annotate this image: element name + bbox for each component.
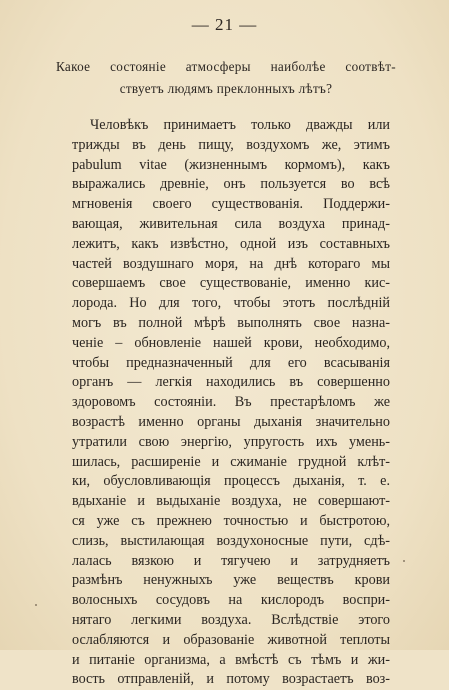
text-line: лежитъ, какъ извѣстно, одной изъ составныхъ <box>72 235 390 252</box>
text-line: мгновенiя своего существованiя. Поддержи- <box>72 196 390 213</box>
page-number: — 21 — <box>191 15 258 34</box>
text-line: вающая, живительная сила воздуха принад- <box>72 215 390 232</box>
text-line: ослабляются и образованiе животной теплоты <box>72 631 390 648</box>
text-line: трижды въ день пищу, воздухомъ же, этимъ <box>72 136 390 153</box>
text-line: pabulum vitae (жизненнымъ кормомъ), какъ <box>72 156 390 173</box>
text-line: слизь, выстилающая воздухоносные пути, сдѣ- <box>72 532 390 549</box>
text-line: волосныхъ сосудовъ на кислородъ воспри- <box>72 592 390 609</box>
heading-line: ствуетъ людямъ преклонныхъ лѣтъ? <box>119 81 333 96</box>
text-line: возрастѣ именно органы дыханiя значительно <box>72 413 390 430</box>
text-line: здоровомъ состоянiи. Въ престарѣломъ же <box>72 394 390 411</box>
text-line: частей воздушнаго моря, на днѣ котораго мы <box>72 255 390 272</box>
text-line: утратили свою энергiю, упругость ихъ умень- <box>72 433 390 450</box>
text-line: вдыханiе и выдыханiе воздуха, не совершают- <box>72 493 390 510</box>
text-line: органъ — легкiя находились въ совершенно <box>72 374 390 391</box>
text-line: Человѣкъ принимаетъ только дважды или <box>90 117 390 133</box>
body-paragraph <box>72 116 390 690</box>
text-line: выражались древнiе, онъ пользуется во всѣ <box>72 176 390 193</box>
text-line: вость отправленiй, и потому возрастаетъ воз- <box>72 671 390 688</box>
text-line: совершаемъ свое существованiе, именно кис- <box>72 275 390 292</box>
paper-speck <box>35 604 37 606</box>
text-line: и питанiе организма, а вмѣстѣ съ тѣмъ и жи- <box>72 651 390 668</box>
text-line: могъ въ полной мѣрѣ выполнять свое назна- <box>72 314 390 331</box>
text-line: размѣнъ ненужныхъ уже веществъ крови <box>72 572 390 589</box>
text-line: ся уже съ прежнею точностью и быстротою, <box>72 512 390 529</box>
text-line: шилась, расширенiе и сжиманiе грудной клѣт- <box>72 453 390 470</box>
section-heading <box>56 56 396 100</box>
heading-line: Какое состоянiе атмосферы наиболѣе соотвѣт- <box>56 59 396 74</box>
text-line: ченiе – обновленiе нашей крови, необходимо, <box>72 334 390 351</box>
text-line: чтобы предназначенный для его всасыванiя <box>72 354 390 371</box>
paper-speck <box>403 560 405 562</box>
text-line: ки, обусловливающiя процессъ дыханiя, т. е. <box>72 473 390 490</box>
text-line: лалась вязкою и тягучею и затрудняетъ <box>72 552 390 569</box>
text-line: лорода. Но для того, чтобы этотъ послѣднiй <box>72 295 390 312</box>
text-line: нятаго легкими воздуха. Вслѣдствiе этого <box>72 611 390 628</box>
